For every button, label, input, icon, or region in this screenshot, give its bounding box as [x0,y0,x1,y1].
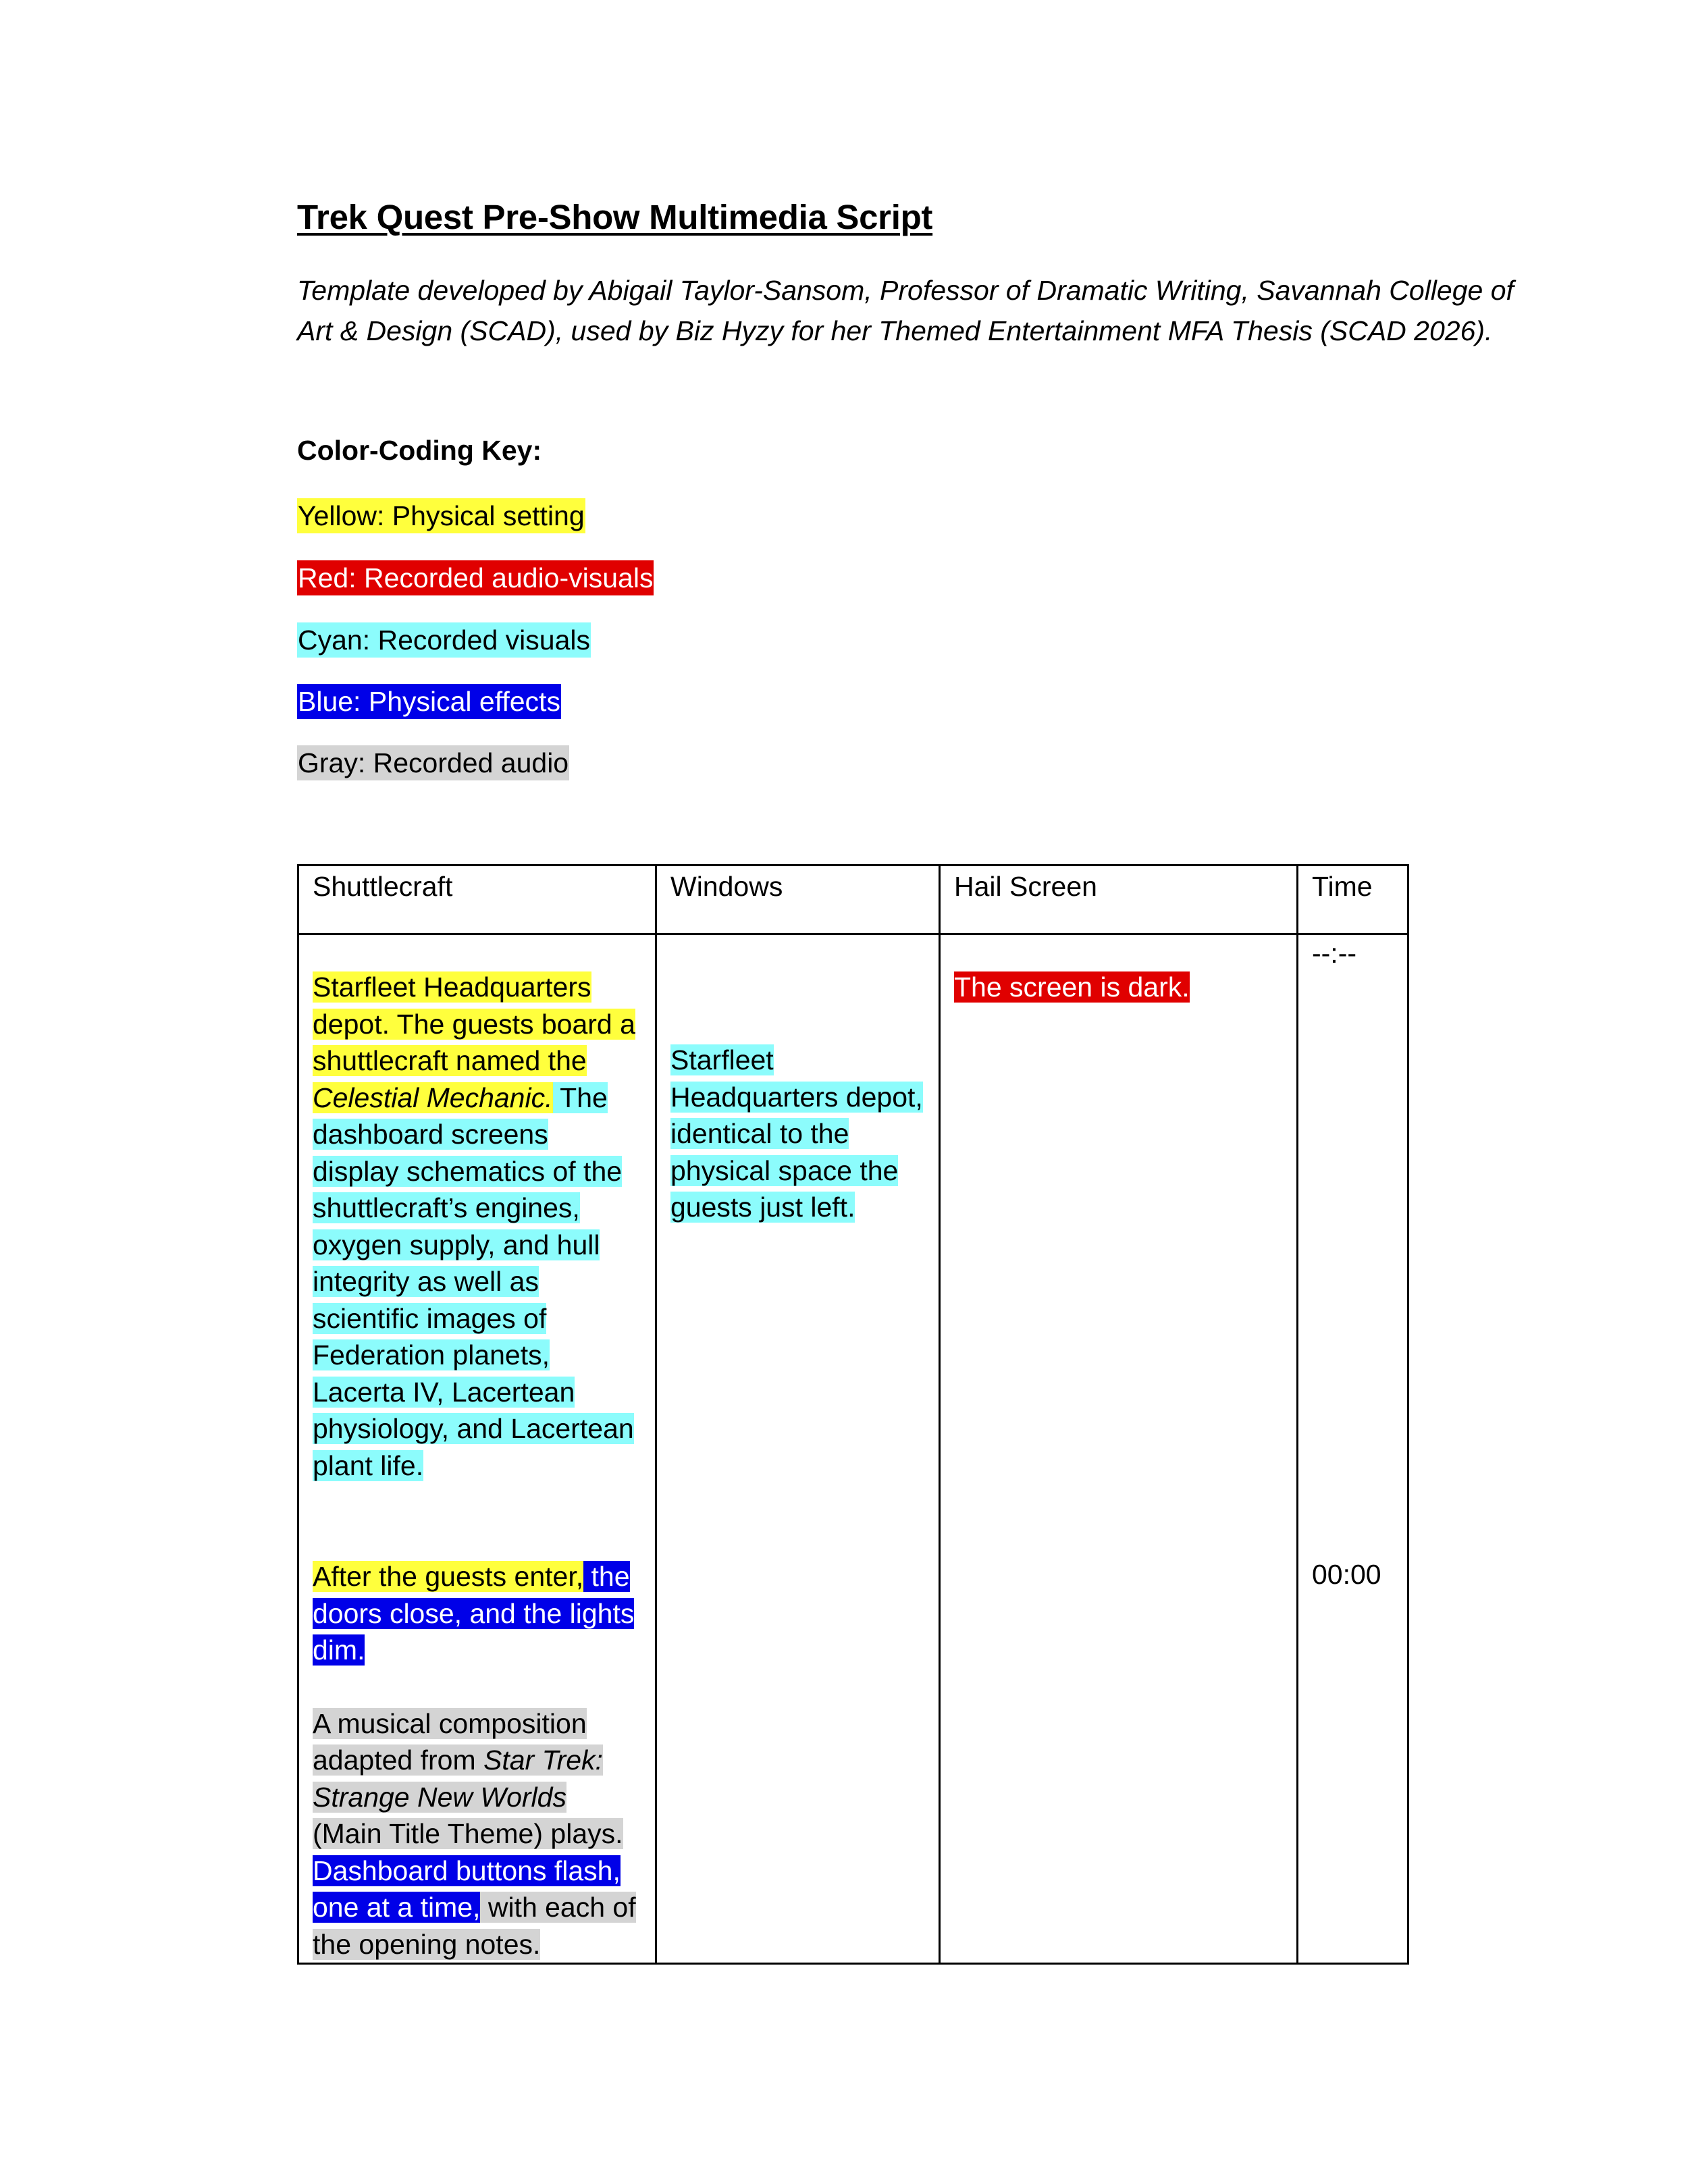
header-hail-screen: Hail Screen [940,865,1298,934]
hail-screen-block [954,969,1283,1006]
audio-text: (Main Title Theme) plays. [313,1818,623,1849]
time-start: 00:00 [1312,1559,1381,1590]
audio-text: with each of the opening notes. [313,1892,636,1960]
windows-cell [656,934,940,1964]
audio-text: A musical composition adapted from [313,1707,587,1776]
header-time: Time [1298,865,1408,934]
ship-name: Celestial Mechanic. [313,1082,553,1113]
key-item-gray: Gray: Recorded audio [297,745,569,780]
setting-text: Starfleet Headquarters depot. The guests board a shuttlecraft named the [313,971,635,1076]
hail-screen-text: The screen is dark. [954,971,1190,1003]
effects-text: Dashboard buttons flash, one at a time, [313,1855,621,1923]
audio-title: Star Trek: Strange New Worlds [313,1744,603,1813]
shuttlecraft-block-boarding [313,969,641,1484]
key-item-yellow: Yellow: Physical setting [297,498,585,533]
effects-text: the doors close, and the lights dim. [313,1561,635,1666]
shuttlecraft-block-music [313,1705,641,1963]
color-key-heading: Color-Coding Key: [297,435,542,466]
time-placeholder: --:-- [1312,938,1357,969]
key-item-red: Red: Recorded audio-visuals [297,560,654,595]
document-title: Trek Quest Pre-Show Multimedia Script [297,198,933,236]
dashboard-visuals-text: The dashboard screens display schematics of the shuttlecraft’s engines, oxygen supply, and hull integrity as well as scientific images of Federation planets, Lacerta IV, Lacertean physiology, and Lacertean plant life. [313,1082,634,1481]
windows-visuals-text: Starfleet Headquarters depot, identical to the physical space the guests just left. [670,1044,923,1223]
header-shuttlecraft: Shuttlecraft [298,865,656,934]
shuttlecraft-block-doors [313,1558,641,1669]
time-cell [1298,934,1408,1964]
setting-text: After the guests enter, [313,1561,584,1592]
windows-block [670,1042,925,1226]
hail-screen-cell [940,934,1298,1964]
key-item-blue: Blue: Physical effects [297,684,561,719]
template-credit: Template developed by Abigail Taylor-Sansom, Professor of Dramatic Writing, Savannah College of Art & Design (SCAD), used by Biz Hyzy for her Themed Entertainment MFA Thesis (SCAD 2026). [297,275,1514,346]
key-item-cyan: Cyan: Recorded visuals [297,622,591,658]
table-row [298,934,1408,1964]
table-header-row [298,865,1408,934]
header-windows: Windows [656,865,940,934]
script-table [297,864,1409,1965]
shuttlecraft-cell [298,934,656,1964]
